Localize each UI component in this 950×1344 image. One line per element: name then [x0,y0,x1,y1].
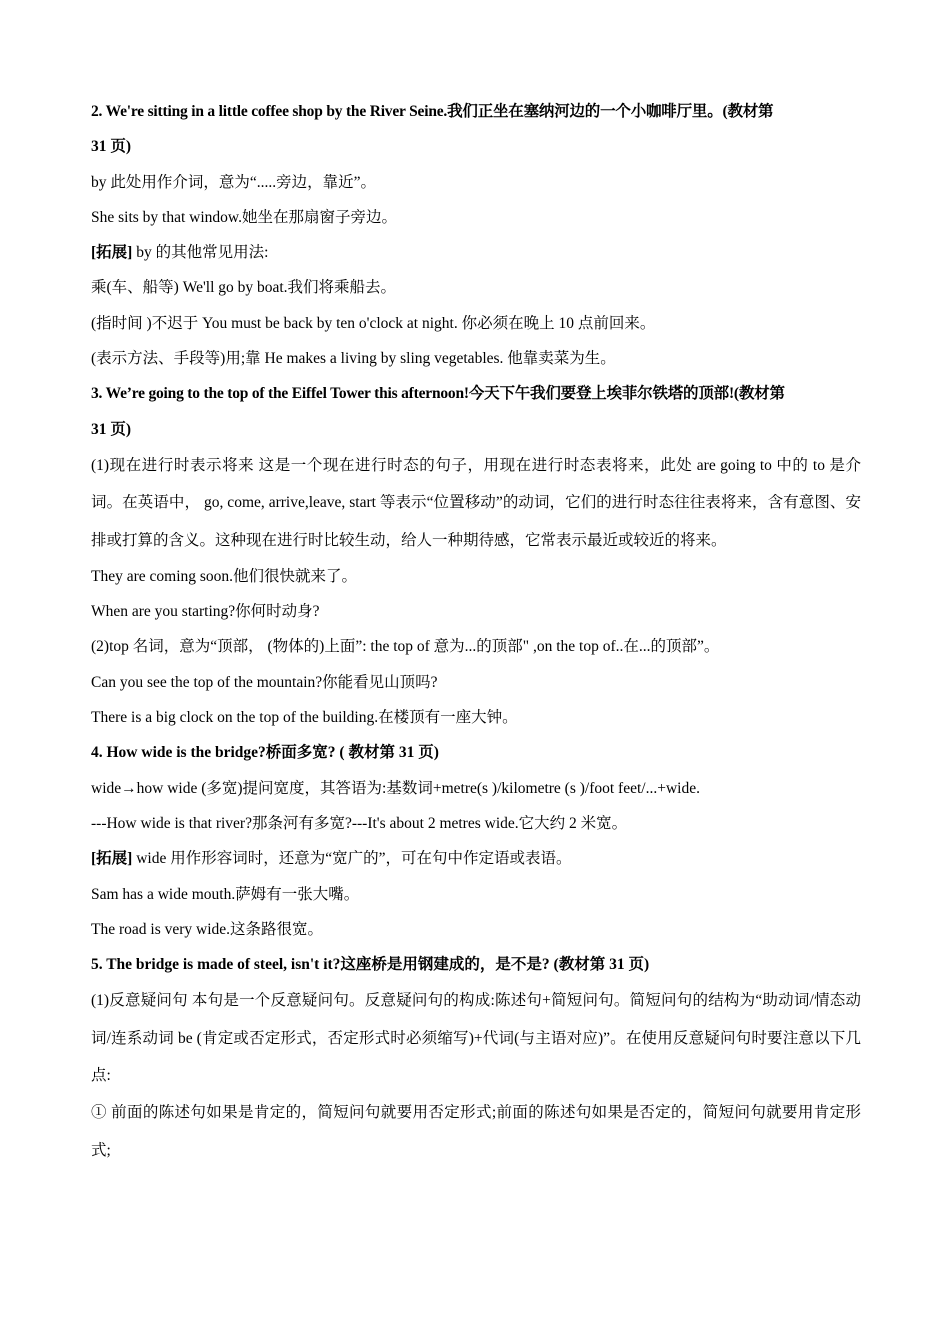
section-4-example-1: ---How wide is that river?那条河有多宽?---It's about 2 metres wide.它大约 2 米宽。 [91,814,628,832]
section-5-explanation: (1)反意疑问句 本句是一个反意疑问句。反意疑问句的构成:陈述句+简短问句。简短问句的结构为“助动词/情态动词/连系动词 be (肯定或否定形式，否定形式时必须缩写)+代词(与主语对应)”。在使用反意疑问句时要注意以下几点: [91,992,861,1085]
extension-text: wide 用作形容词时，还意为“宽广的”，可在句中作定语或表语。 [132,850,572,868]
section-4-title: 4. How wide is the bridge?桥面多宽? ( 教材第 31 页) [91,744,439,762]
section-3-explanation: (1)现在进行时表示将来 这是一个现在进行时态的句子，用现在进行时态表将来，此处 are going to 中的 to 是介词。在英语中， go, come, arrive,leave, start 等表示“位置移动”的动词，它们的进行时态往往表将来，含有意图、安排或打算的含义。这种现在进行时比较生动，给人一种期待感，它常表示最近或较近的将来。 [91,456,861,549]
extension-text: by 的其他常见用法: [132,244,269,262]
section-3-title: 3. We’re going to the top of the Eiffel Tower this afternoon!今天下午我们要登上埃菲尔铁塔的顶部!(教材第 [91,385,785,403]
section-2-extension [91,235,861,270]
section-3-example-3: Can you see the top of the mountain?你能看见山顶吗? [91,673,438,691]
section-4-example-3: The road is very wide.这条路很宽。 [91,920,324,938]
section-3-example-4: There is a big clock on the top of the building.在楼顶有一座大钟。 [91,709,518,727]
section-2-title-cont: 31 页) [91,138,132,156]
section-5-title: 5. The bridge is made of steel, isn't it?这座桥是用钢建成的，是不是? (教材第 31 页) [91,956,650,974]
extension-tag: [拓展] [91,850,133,868]
section-3-example-2: When are you starting?你何时动身? [91,603,320,621]
document-page [91,94,861,1169]
section-3-top-explanation: (2)top 名词，意为“顶部， (物体的)上面”: the top of 意为...的顶部" ,on the top of..在...的顶部”。 [91,638,720,656]
extension-tag: [拓展] [91,244,133,262]
section-2-usage-3: (表示方法、手段等)用;靠 He makes a living by sling vegetables. 他靠卖菜为生。 [91,350,616,368]
section-4-example-2: Sam has a wide mouth.萨姆有一张大嘴。 [91,885,360,903]
section-2-usage-1: 乘(车、船等) We'll go by boat.我们将乘船去。 [91,279,397,297]
section-2-explanation: by 此处用作介词，意为“.....旁边，靠近”。 [91,173,377,191]
section-2-usage-2: (指时间 )不迟于 You must be back by ten o'clock at night. 你必须在晚上 10 点前回来。 [91,314,656,332]
section-5-rule-1: ① 前面的陈述句如果是肯定的，简短问句就要用否定形式;前面的陈述句如果是否定的，简短问句就要用肯定形式; [91,1104,861,1159]
section-3-example-1: They are coming soon.他们很快就来了。 [91,567,358,585]
section-4-explanation: wide→how wide (多宽)提问宽度，其答语为:基数词+metre(s )/kilometre (s )/foot feet/...+wide. [91,779,700,797]
section-3-title-cont: 31 页) [91,420,132,438]
section-4-extension [91,841,861,876]
section-2-title: 2. We're sitting in a little coffee shop by the River Seine.我们正坐在塞纳河边的一个小咖啡厅里。(教材第 [91,103,774,120]
section-2-example: She sits by that window.她坐在那扇窗子旁边。 [91,208,397,226]
